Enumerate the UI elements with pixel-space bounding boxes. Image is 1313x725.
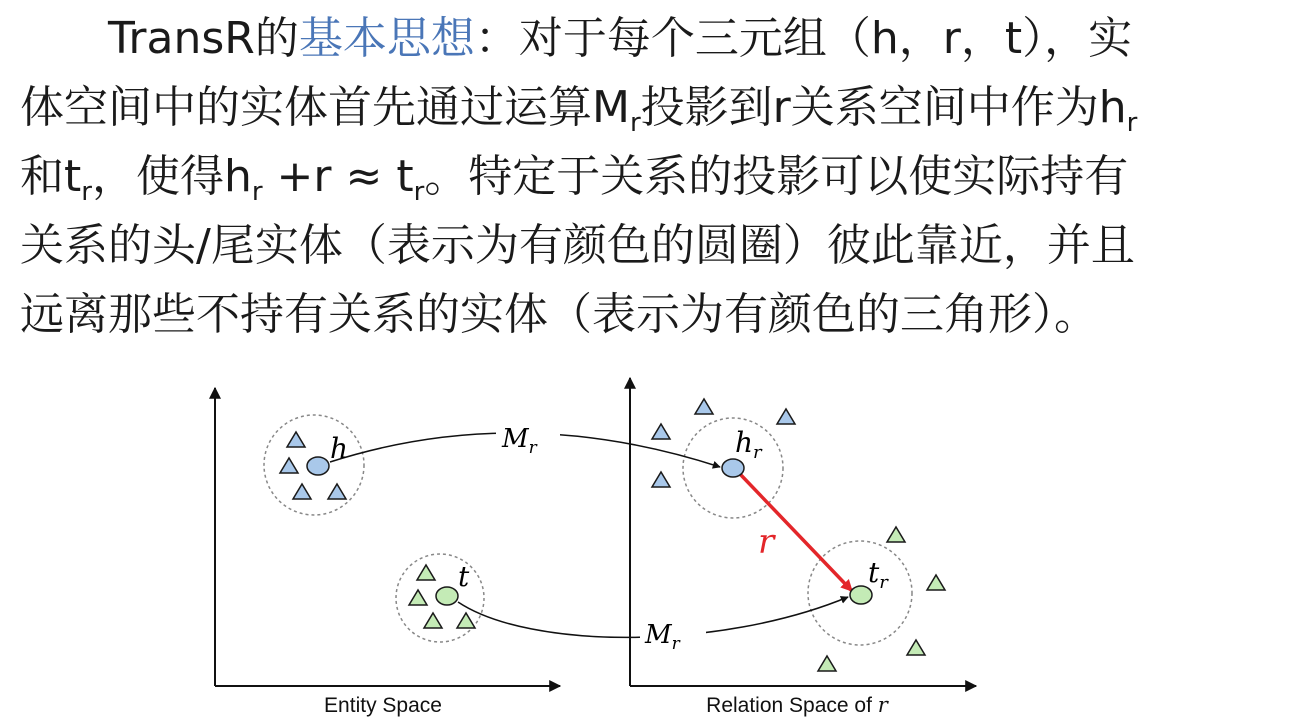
triangle-icon (409, 590, 427, 605)
head-entity-circle (307, 457, 329, 475)
triangle-icon (818, 656, 836, 671)
label-M-head: $M_r$ (502, 424, 537, 458)
text-segment: 和t (20, 151, 82, 202)
triangle-icon (328, 484, 346, 499)
text-segment: ：对于每个三元组（h，r，t），实 (474, 13, 1133, 64)
paragraph (20, 4, 1310, 349)
triangle-icon (777, 409, 795, 424)
transr-diagram (0, 360, 1313, 725)
indent (20, 13, 108, 64)
relation-blue-triangles (652, 399, 795, 487)
triangle-icon (293, 484, 311, 499)
label-r: r (758, 522, 775, 562)
label-tr: $t_r$ (868, 556, 888, 593)
triangle-icon (424, 613, 442, 628)
relation-green-triangles (818, 527, 945, 671)
subscript: r (1126, 108, 1138, 138)
triangle-icon (280, 458, 298, 473)
triangle-icon (927, 575, 945, 590)
triangle-icon (417, 565, 435, 580)
triangle-icon (287, 432, 305, 447)
text-segment: ，使得h (91, 151, 252, 202)
paragraph-line-3 (20, 142, 1310, 211)
projected-head-circle (722, 459, 744, 477)
paragraph-line-4: 关系的头/尾实体（表示为有颜色的圆圈）彼此靠近，并且 (20, 220, 1135, 271)
text-segment: TransR的 (108, 13, 299, 64)
paragraph-line-5: 远离那些不持有关系的实体（表示为有颜色的三角形）。 (20, 289, 1098, 340)
relation-space-caption: Relation Space of r (706, 693, 888, 717)
triangle-icon (695, 399, 713, 414)
subscript: r (251, 177, 263, 207)
paragraph-line-2 (20, 73, 1310, 142)
text-segment: 。特定于关系的投影可以使实际持有 (424, 151, 1129, 202)
tail-entity-circle (436, 587, 458, 605)
text-segment: +r ≈ t (262, 151, 414, 202)
triangle-icon (652, 472, 670, 487)
label-M-tail: $M_r$ (645, 620, 680, 654)
label-hr: $h_r$ (735, 426, 762, 463)
entity-space-caption: Entity Space (324, 694, 442, 717)
subscript: r (81, 177, 92, 207)
subscript: r (629, 108, 641, 138)
triangle-icon (457, 613, 475, 628)
triangle-icon (887, 527, 905, 542)
label-t: t (458, 560, 470, 593)
text-segment: 投影到r关系空间中作为h (640, 82, 1127, 133)
triangle-icon (907, 640, 925, 655)
triangle-icon (652, 424, 670, 439)
text-segment: 体空间中的实体首先通过运算M (20, 82, 630, 133)
label-h: h (330, 432, 349, 465)
paragraph-line-1 (20, 4, 1310, 73)
relation-vector-arrow (740, 474, 852, 591)
highlighted-term: 基本思想 (298, 13, 475, 64)
subscript: r (413, 177, 425, 207)
